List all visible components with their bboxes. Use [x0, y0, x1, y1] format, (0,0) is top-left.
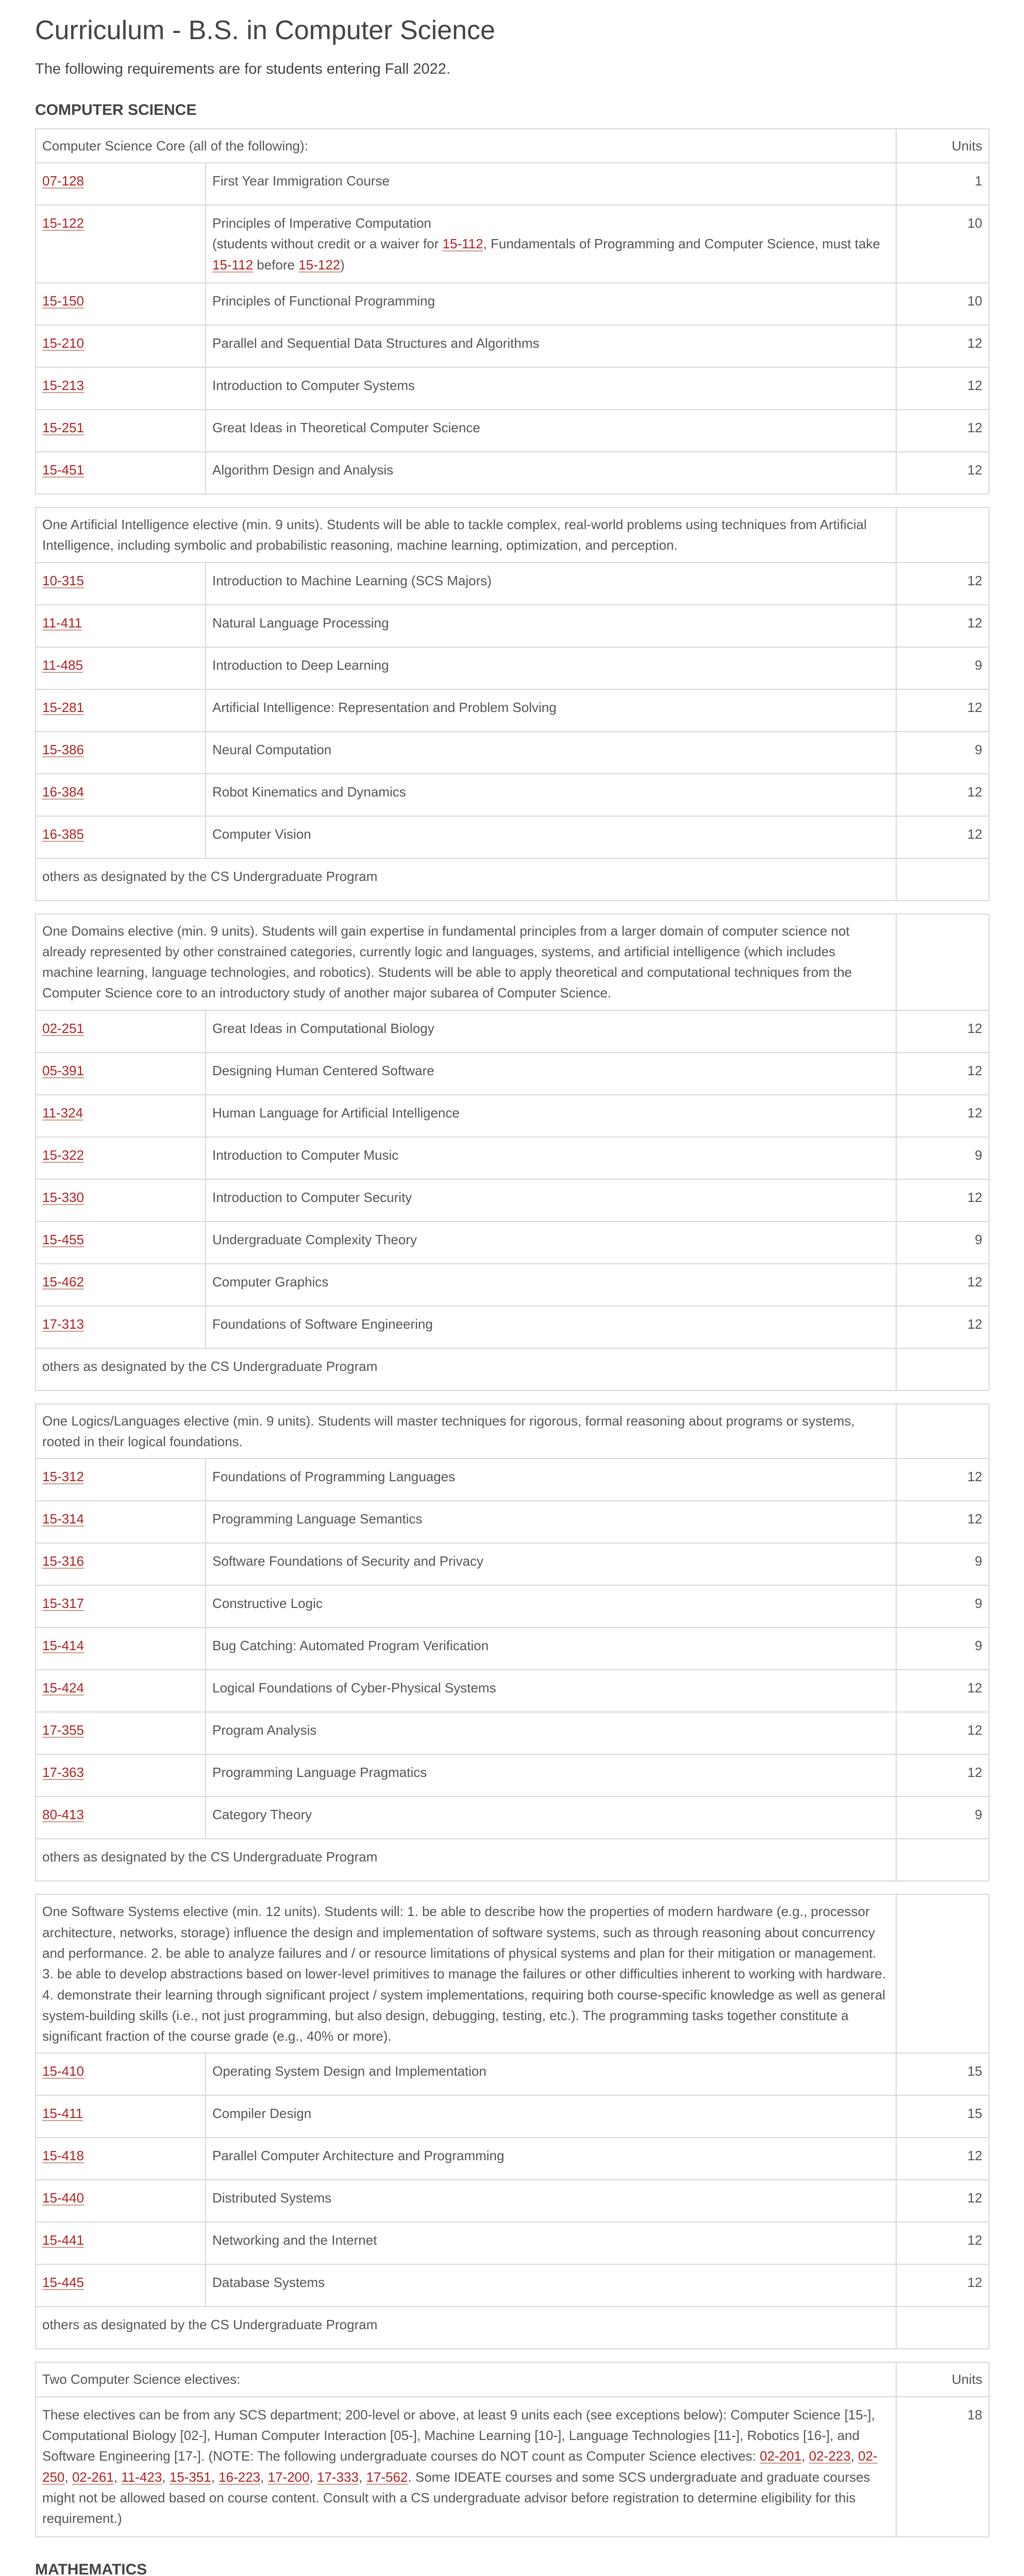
course-row: [36, 367, 989, 410]
logics-elective-table: [35, 1403, 989, 1882]
course-name: Foundations of Programming Languages: [206, 1459, 896, 1501]
units-column-header: Units: [896, 129, 989, 163]
course-units: 12: [896, 1501, 989, 1543]
course-units: 12: [896, 1754, 989, 1797]
course-code-link[interactable]: 15-150: [42, 293, 84, 309]
course-name: Great Ideas in Theoretical Computer Science: [206, 410, 896, 452]
course-code-link[interactable]: 15-251: [42, 419, 84, 435]
empty-units-cell: [896, 1894, 989, 2053]
course-units: 10: [896, 205, 989, 283]
excluded-course-link[interactable]: 16-223: [219, 2469, 261, 2485]
page-title: Curriculum - B.S. in Computer Science: [35, 15, 495, 45]
cs-electives-table: [35, 2362, 989, 2537]
course-row: [36, 1095, 989, 1137]
course-name-cell: [206, 205, 896, 283]
empty-units-cell: [896, 507, 989, 563]
course-code-link[interactable]: 80-413: [42, 1807, 84, 1823]
course-row: [36, 2222, 989, 2264]
course-code-link[interactable]: 15-317: [42, 1596, 84, 1612]
course-units: 12: [896, 452, 989, 494]
course-code-link[interactable]: 15-330: [42, 1189, 84, 1205]
units-column-header: Units: [896, 2362, 989, 2396]
course-units: 12: [896, 1306, 989, 1348]
course-row: [36, 1543, 989, 1585]
others-note: others as designated by the CS Undergraduate Program: [36, 1839, 896, 1881]
course-code-link[interactable]: 15-213: [42, 377, 84, 393]
course-code-link[interactable]: 15-112: [212, 257, 254, 273]
course-row: [36, 816, 989, 858]
course-name: Compiler Design: [206, 2095, 896, 2138]
course-row: [36, 563, 989, 605]
cs-core-table: [35, 128, 989, 495]
course-units: 12: [896, 2138, 989, 2180]
course-name: First Year Immigration Course: [206, 163, 896, 205]
excluded-course-link[interactable]: 17-562: [366, 2469, 408, 2485]
empty-units-cell: [896, 1404, 989, 1459]
course-code-link[interactable]: 16-385: [42, 826, 84, 842]
course-units: 12: [896, 816, 989, 858]
course-code-link[interactable]: 15-441: [42, 2232, 84, 2248]
note-text: ): [340, 257, 345, 273]
note-text: before: [253, 257, 299, 273]
course-row: [36, 605, 989, 647]
course-code-link[interactable]: 15-411: [42, 2106, 83, 2122]
course-code-link[interactable]: 15-281: [42, 699, 84, 715]
domains-elective-table: [35, 913, 989, 1391]
course-code-link[interactable]: 15-462: [42, 1274, 84, 1290]
course-units: 12: [896, 1459, 989, 1501]
domains-elective-header: One Domains elective (min. 9 units). Students will gain expertise in fundamental principles from a larger domain of computer science not already represented by other constrained categories, currently logic and languages, systems, and artificial intelligence (which includes machine learning, language technologies, and robotics). Students will be able to apply theoretical and computational techniques from the Computer Science core to an introductory study of another major subarea of Computer Science.: [36, 914, 896, 1010]
course-code-link[interactable]: 15-312: [42, 1469, 84, 1485]
course-name: Natural Language Processing: [206, 605, 896, 647]
course-units: 12: [896, 410, 989, 452]
course-name: Algorithm Design and Analysis: [206, 452, 896, 494]
excluded-course-link[interactable]: 02-261: [72, 2469, 114, 2485]
course-name: Programming Language Semantics: [206, 1501, 896, 1543]
course-row: [36, 647, 989, 689]
course-row: [36, 2138, 989, 2180]
course-units: 18: [896, 2397, 989, 2537]
course-row: [36, 2053, 989, 2095]
intro-text: The following requirements are for students entering Fall 2022.: [35, 60, 450, 77]
course-units: 12: [896, 1010, 989, 1053]
course-name: Bug Catching: Automated Program Verification: [206, 1628, 896, 1670]
course-units: 12: [896, 1179, 989, 1222]
course-code-link[interactable]: 15-440: [42, 2190, 84, 2206]
course-row: [36, 1670, 989, 1712]
course-units: 12: [896, 367, 989, 410]
course-row: [36, 732, 989, 774]
cs-electives-description: These electives can be from any SCS department; 200-level or above, at least 9 units each (see exceptions below): Computer Science [15-], Computational Biology [02-], Human Computer Interaction [05-], Machine Learning [10-], Language Technologies [11-], Robotics [16-], and Software Engineering [17-]. (NOTE: The following undergraduate courses do NOT count as Computer Science electives: 02-201, 02-223, 02-250, 02-261, 11-423, 15-351, 16-223, 17-200, 17-333, 17-562. Some IDEATE courses and some SCS undergraduate and graduate courses might not be allowed based on course content. Consult with a CS undergraduate advisor before registration to determine eligibility for this requirement.): [36, 2397, 896, 2537]
others-note: others as designated by the CS Undergraduate Program: [36, 858, 896, 901]
excluded-course-link[interactable]: 02-201: [760, 2448, 802, 2464]
course-row: [36, 1754, 989, 1797]
course-name: Introduction to Machine Learning (SCS Majors): [206, 563, 896, 605]
math-section-heading: MATHEMATICS: [35, 2561, 147, 2576]
course-row: [36, 1501, 989, 1543]
course-row: [36, 1459, 989, 1501]
course-units: 1: [896, 163, 989, 205]
course-code-link[interactable]: 15-316: [42, 1553, 84, 1569]
course-name: Robot Kinematics and Dynamics: [206, 774, 896, 816]
course-units: 10: [896, 283, 989, 325]
course-code-link[interactable]: 17-355: [42, 1722, 84, 1738]
description-text: These electives can be from any SCS department; 200-level or above, at least 9 units each (see exceptions below): Computer Science [15-], Computational Biology [02-], Human Computer Interaction [05-], Machine Learning [10-], Language Technologies [11-], Robotics [16-], and Software Engineering [17-]. (NOTE: The following undergraduate courses do NOT count as Computer Science electives:: [42, 2406, 875, 2464]
course-code-link[interactable]: 15-122: [42, 215, 84, 231]
others-note: others as designated by the CS Undergraduate Program: [36, 2307, 896, 2349]
course-code-link[interactable]: 15-410: [42, 2063, 84, 2079]
excluded-course-link[interactable]: 17-200: [267, 2469, 310, 2485]
course-row: [36, 1222, 989, 1264]
excluded-course-link[interactable]: 17-333: [317, 2469, 359, 2485]
course-row: [36, 283, 989, 325]
course-name: Designing Human Centered Software: [206, 1053, 896, 1095]
course-row: [36, 325, 989, 367]
course-row: [36, 1179, 989, 1222]
course-code-link[interactable]: 02-251: [42, 1020, 84, 1036]
course-name: Constructive Logic: [206, 1585, 896, 1628]
course-name: Programming Language Pragmatics: [206, 1754, 896, 1797]
course-units: 12: [896, 689, 989, 732]
course-name: Computer Graphics: [206, 1264, 896, 1306]
course-name: Logical Foundations of Cyber-Physical Systems: [206, 1670, 896, 1712]
course-row: [36, 1628, 989, 1670]
course-units: 12: [896, 2222, 989, 2264]
course-code-link[interactable]: 15-322: [42, 1147, 84, 1163]
course-units: 12: [896, 325, 989, 367]
course-code-link[interactable]: 10-315: [42, 572, 84, 588]
course-code-link[interactable]: 15-445: [42, 2275, 84, 2291]
course-name: Undergraduate Complexity Theory: [206, 1222, 896, 1264]
course-name: Category Theory: [206, 1797, 896, 1839]
course-units: 12: [896, 774, 989, 816]
others-note: others as designated by the CS Undergraduate Program: [36, 1348, 896, 1391]
course-units: 12: [896, 605, 989, 647]
course-row: [36, 1010, 989, 1053]
course-name: Parallel Computer Architecture and Programming: [206, 2138, 896, 2180]
course-units: 9: [896, 647, 989, 689]
course-name: Networking and the Internet: [206, 2222, 896, 2264]
course-row: [36, 1585, 989, 1628]
note-text: , Fundamentals of Programming and Computer Science, must take: [483, 236, 880, 252]
course-row: [36, 410, 989, 452]
course-name: Introduction to Computer Music: [206, 1137, 896, 1179]
course-name: Introduction to Computer Security: [206, 1179, 896, 1222]
ai-elective-header: One Artificial Intelligence elective (min. 9 units). Students will be able to tackle complex, real-world problems using techniques from Artificial Intelligence, including symbolic and probabilistic reasoning, machine learning, optimization, and perception.: [36, 507, 896, 563]
course-name: Neural Computation: [206, 732, 896, 774]
course-units: 12: [896, 1095, 989, 1137]
course-units: 12: [896, 1053, 989, 1095]
course-name: Computer Vision: [206, 816, 896, 858]
course-code-link[interactable]: 15-112: [442, 236, 483, 252]
course-units: 12: [896, 1670, 989, 1712]
course-name: Operating System Design and Implementation: [206, 2053, 896, 2095]
course-units: 12: [896, 2180, 989, 2222]
course-name: Principles of Functional Programming: [206, 283, 896, 325]
course-units: 12: [896, 1712, 989, 1754]
course-units: 9: [896, 1628, 989, 1670]
course-name: Introduction to Deep Learning: [206, 647, 896, 689]
course-code-link[interactable]: 15-314: [42, 1511, 84, 1527]
empty-units-cell: [896, 1839, 989, 1881]
course-name: Human Language for Artificial Intelligence: [206, 1095, 896, 1137]
course-row: [36, 774, 989, 816]
empty-units-cell: [896, 914, 989, 1010]
course-code-link[interactable]: 11-324: [42, 1105, 83, 1121]
logics-elective-header: One Logics/Languages elective (min. 9 units). Students will master techniques for rigorous, formal reasoning about programs or systems, rooted in their logical foundations.: [36, 1404, 896, 1459]
course-units: 15: [896, 2053, 989, 2095]
course-row: [36, 1712, 989, 1754]
curriculum-page: [35, 10, 989, 2576]
course-row: [36, 163, 989, 205]
course-name: Database Systems: [206, 2264, 896, 2307]
course-units: 9: [896, 1137, 989, 1179]
course-code-link[interactable]: 07-128: [42, 173, 84, 189]
description-text: . Some IDEATE courses and some SCS undergraduate and graduate courses might not be allowed based on course content. Consult with a CS undergraduate advisor before registration to determine eligibility for this requirement.): [42, 2469, 870, 2527]
course-units: 9: [896, 732, 989, 774]
course-row: [36, 1264, 989, 1306]
note-text: (students without credit or a waiver for: [212, 236, 443, 252]
course-code-link[interactable]: 15-424: [42, 1680, 84, 1696]
course-name: Software Foundations of Security and Privacy: [206, 1543, 896, 1585]
course-code-link[interactable]: 11-485: [42, 657, 83, 673]
course-name: Parallel and Sequential Data Structures and Algorithms: [206, 325, 896, 367]
excluded-course-link[interactable]: 11-423: [121, 2469, 162, 2485]
ai-elective-table: [35, 507, 989, 901]
systems-elective-table: [35, 1894, 989, 2349]
course-code-link[interactable]: 15-414: [42, 1638, 84, 1654]
systems-elective-header: One Software Systems elective (min. 12 units). Students will: 1. be able to describe how the properties of modern hardware (e.g., processor architecture, networks, storage) influence the design and implementation of software systems, such as through reasoning about concurrency and performance. 2. be able to analyze failures and / or resource limitations of physical systems and plan for their mitigation or management. 3. be able to develop abstractions based on lower-level primitives to manage the failures or other difficulties inherent to working with hardware. 4. demonstrate their learning through significant project / system implementations, requiring both course-specific knowledge as well as general system-building skills (i.e., not just programming, but also design, debugging, testing, etc.). The programming tasks together constitute a significant fraction of the course grade (e.g., 40% or more).: [36, 1894, 896, 2053]
cs-electives-header: Two Computer Science electives:: [36, 2362, 896, 2396]
course-name: Foundations of Software Engineering: [206, 1306, 896, 1348]
course-row: [36, 1137, 989, 1179]
course-code-link[interactable]: 11-411: [42, 615, 82, 631]
cs-core-header: Computer Science Core (all of the following):: [36, 129, 896, 163]
course-units: 15: [896, 2095, 989, 2138]
course-code-link[interactable]: 16-384: [42, 784, 84, 800]
course-row: [36, 1053, 989, 1095]
course-row: [36, 205, 989, 283]
course-units: 9: [896, 1797, 989, 1839]
course-units: 9: [896, 1222, 989, 1264]
course-code-link[interactable]: 17-363: [42, 1765, 84, 1781]
course-note: [212, 236, 880, 272]
excluded-course-link[interactable]: 02-250: [42, 2448, 878, 2485]
course-code-link[interactable]: 17-313: [42, 1316, 84, 1332]
course-code-link[interactable]: 15-122: [298, 257, 341, 273]
course-code-link[interactable]: 15-451: [42, 462, 84, 478]
course-row: [36, 452, 989, 494]
empty-units-cell: [896, 2307, 989, 2349]
excluded-course-link[interactable]: 15-351: [169, 2469, 211, 2485]
course-units: 12: [896, 2264, 989, 2307]
course-units: 9: [896, 1543, 989, 1585]
course-code-link[interactable]: 15-418: [42, 2148, 84, 2164]
course-code-link[interactable]: 15-386: [42, 741, 84, 757]
course-units: 12: [896, 563, 989, 605]
course-code-link[interactable]: 15-455: [42, 1231, 84, 1247]
empty-units-cell: [896, 858, 989, 901]
course-name: Great Ideas in Computational Biology: [206, 1010, 896, 1053]
course-row: [36, 1797, 989, 1839]
course-row: [36, 1306, 989, 1348]
course-row: [36, 2095, 989, 2138]
course-units: 9: [896, 1585, 989, 1628]
course-units: 12: [896, 1264, 989, 1306]
excluded-course-link[interactable]: 02-223: [809, 2448, 851, 2464]
course-row: [36, 2180, 989, 2222]
course-name: Artificial Intelligence: Representation and Problem Solving: [206, 689, 896, 732]
course-code-link[interactable]: 15-210: [42, 335, 84, 351]
course-code-link[interactable]: 05-391: [42, 1062, 84, 1078]
course-row: [36, 689, 989, 732]
empty-units-cell: [896, 1348, 989, 1391]
course-name: Program Analysis: [206, 1712, 896, 1754]
course-row: [36, 2264, 989, 2307]
cs-section-heading: COMPUTER SCIENCE: [35, 101, 197, 118]
course-name: Principles of Imperative Computation: [212, 215, 431, 231]
course-name: Distributed Systems: [206, 2180, 896, 2222]
course-name: Introduction to Computer Systems: [206, 367, 896, 410]
